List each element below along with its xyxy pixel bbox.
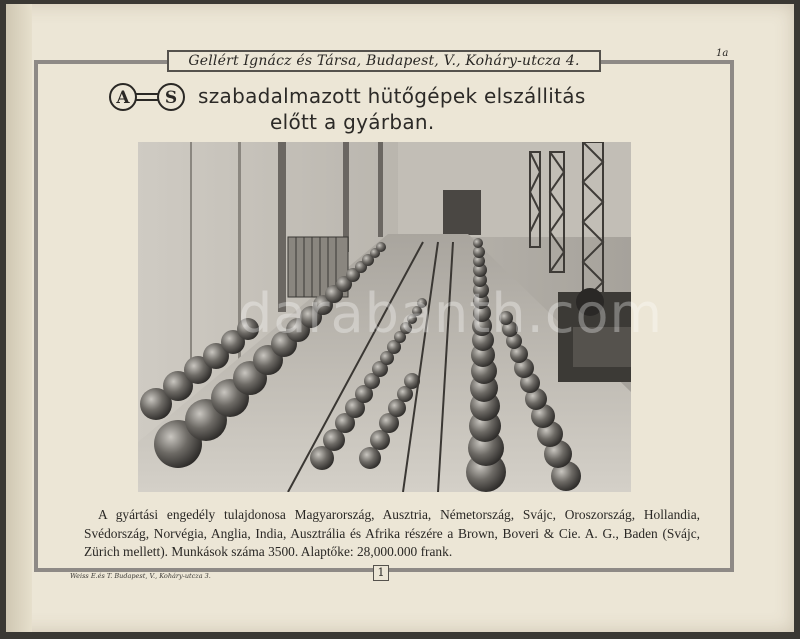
document-title bbox=[198, 83, 698, 135]
caption-paragraph: A gyártási engedély tulajdonosa Magyarország, Ausztria, Németország, Svájc, Oroszország, Hollandia, Svédország, Norvégia, Anglia, India, Ausztrália és Afrika részére a Brown, Boveri & Cie. A. G., Baden (Svájc, Zürich mellett). Munkások száma 3500. Alaptőke: 28,000.000 frank. bbox=[84, 507, 700, 559]
title-line-1: szabadalmazott hütőgépek elszállitás bbox=[198, 84, 586, 108]
title-line-2: előtt a gyárban. bbox=[270, 110, 435, 134]
company-header: Gellért Ignácz és Társa, Budapest, V., Koháry-utcza 4. bbox=[167, 50, 601, 72]
as-logo-icon bbox=[108, 82, 186, 112]
page-code: 1a bbox=[716, 48, 729, 59]
logo-right-letter: S bbox=[164, 88, 178, 108]
page-edge bbox=[6, 4, 32, 632]
printer-imprint: Weiss E.és T. Budapest, V., Koháry-utcza 3. bbox=[70, 572, 211, 580]
caption-text bbox=[84, 506, 700, 562]
logo-left-letter: A bbox=[116, 88, 130, 108]
page-number: 1 bbox=[373, 565, 389, 581]
watermark: darabanth.com bbox=[238, 282, 664, 345]
